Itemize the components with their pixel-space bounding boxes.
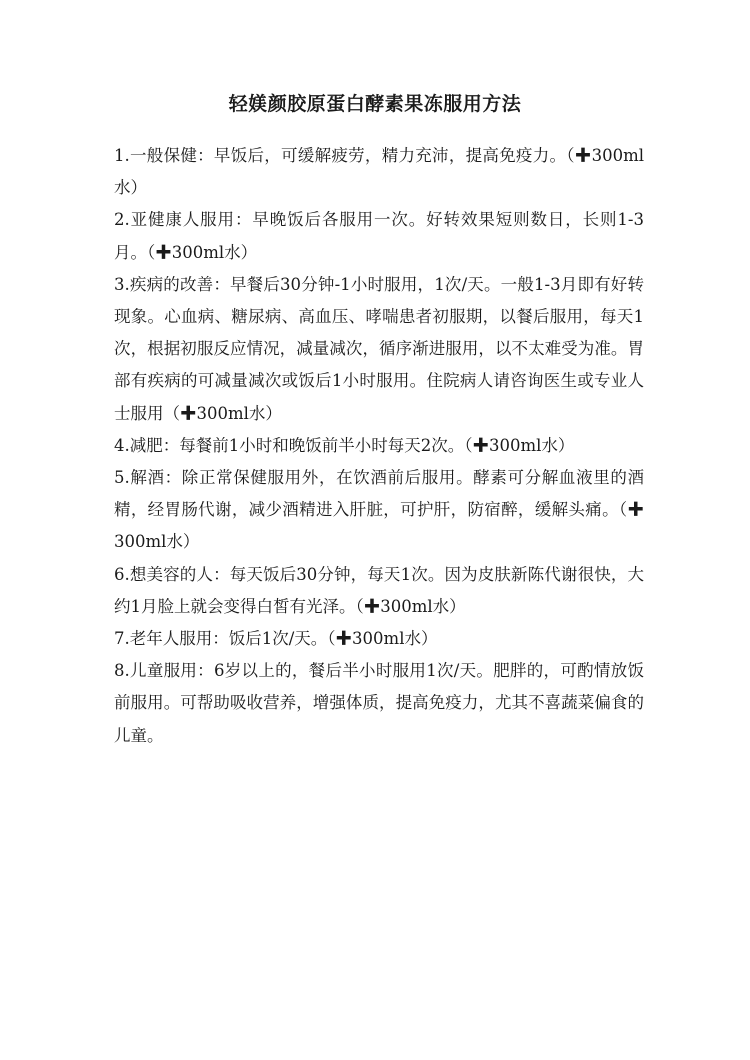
instruction-sub-health: 2.亚健康人服用：早晚饭后各服用一次。好转效果短则数日，长则1-3月。（✚300ml水） xyxy=(114,210,644,262)
instruction-general-care: 1.一般保健：早饭后，可缓解疲劳，精力充沛，提高免疫力。（✚300ml水） xyxy=(114,146,644,198)
instruction-beauty: 6.想美容的人：每天饭后30分钟，每天1次。因为皮肤新陈代谢很快，大约1月脸上就会变得白皙有光泽。（✚300ml水） xyxy=(114,564,644,616)
instructions-body xyxy=(114,140,644,752)
instruction-hangover: 5.解酒：除正常保健服用外，在饮酒前后服用。酵素可分解血液里的酒精，经胃肠代谢，减少酒精进入肝脏，可护肝，防宿醉，缓解头痛。（✚300ml水） xyxy=(114,468,644,552)
instruction-weight-loss: 4.减肥：每餐前1小时和晚饭前半小时每天2次。（✚300ml水） xyxy=(114,435,575,455)
instruction-elderly: 7.老年人服用：饭后1次/天。（✚300ml水） xyxy=(114,629,438,649)
document-title: 轻媄颜胶原蛋白酵素果冻服用方法 xyxy=(228,93,522,115)
instruction-children: 8.儿童服用：6岁以上的，餐后半小时服用1次/天。肥胖的，可酌情放饭前服用。可帮助吸收营养，增强体质，提高免疫力，尤其不喜蔬菜偏食的儿童。 xyxy=(114,661,644,745)
instruction-disease-improvement: 3.疾病的改善：早餐后30分钟-1小时服用，1次/天。一般1-3月即有好转现象。心血病、糖尿病、高血压、哮喘患者初服期，以餐后服用，每天1次，根据初服反应情况，减量减次，循序渐进服用，以不太难受为准。胃部有疾病的可减量减次或饭后1小时服用。住院病人请咨询医生或专业人士服用（✚300ml水） xyxy=(114,274,644,423)
